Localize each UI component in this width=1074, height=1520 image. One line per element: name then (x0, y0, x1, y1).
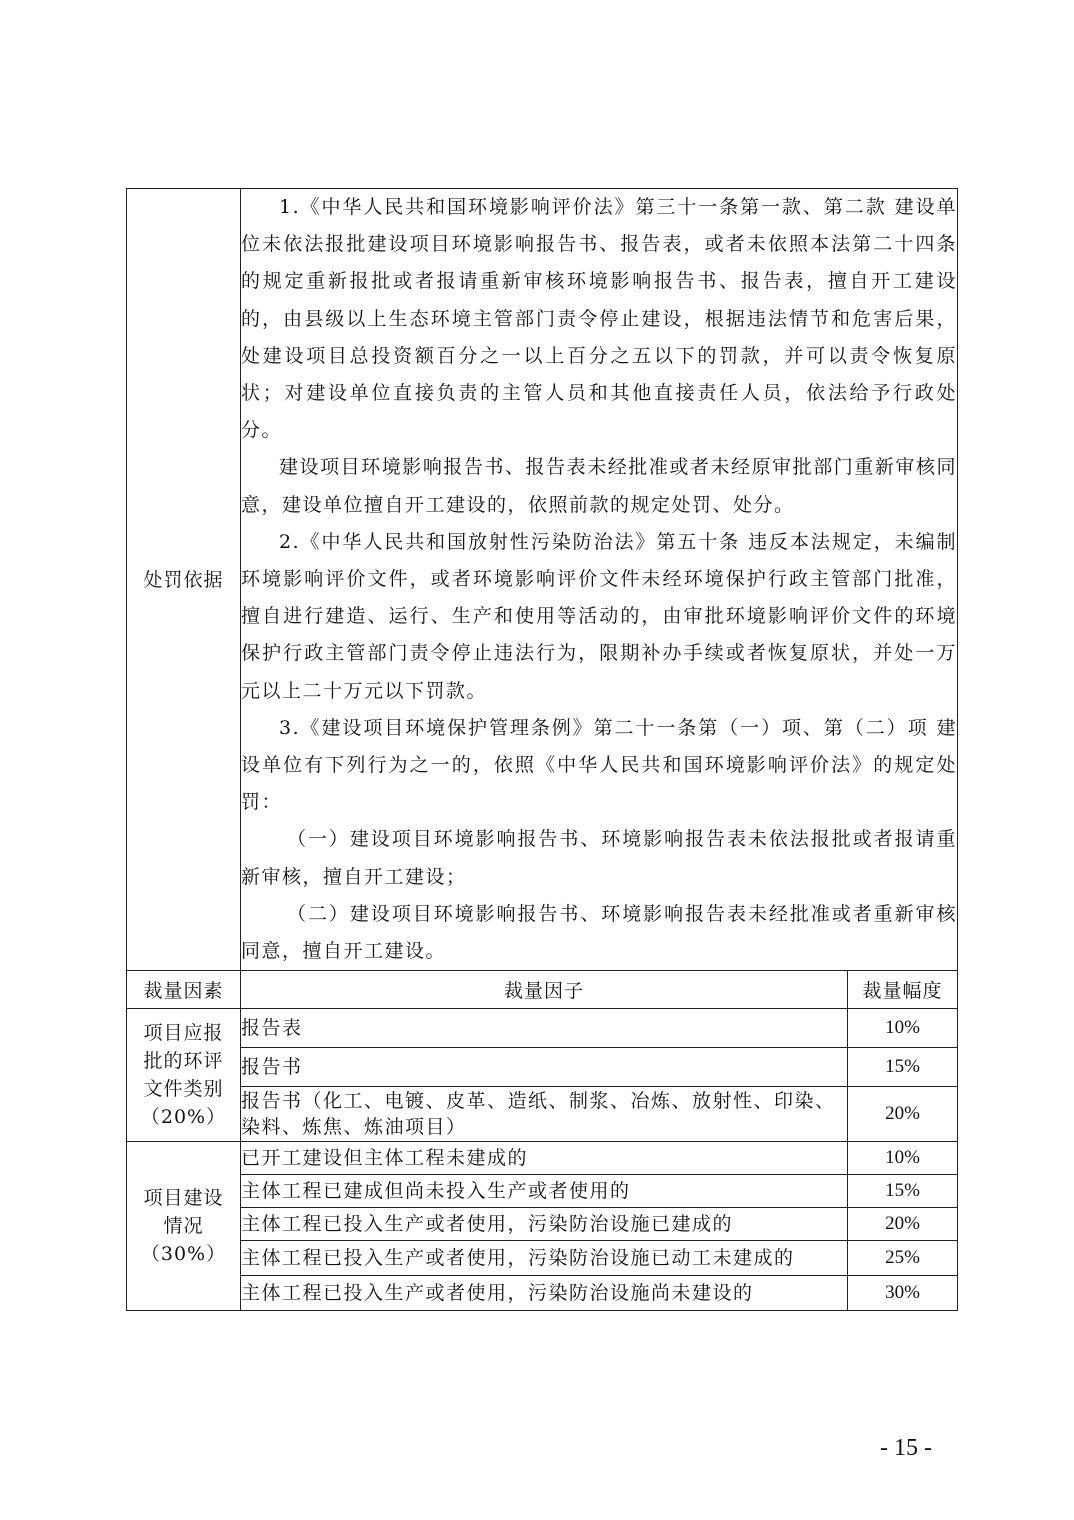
factor-cell: 主体工程已投入生产或者使用，污染防治设施已建成的 (241, 1208, 848, 1241)
range-cell: 10% (848, 1142, 958, 1175)
table-row (127, 1241, 958, 1276)
basis-paragraph: 1.《中华人民共和国环境影响评价法》第三十一条第一款、第二款 建设单位未依法报批建设项目环境影响报告书、报告表，或者未依照本法第二十四条的规定重新报批或者报请重新审核环境影响报告书、报告表，擅自开工建设的，由县级以上生态环境主管部门责令停止建设，根据违法情节和危害后果，处建设项目总投资额百分之一以上百分之五以下的罚款，并可以责令恢复原状；对建设单位直接负责的主管人员和其他直接责任人员，依法给予行政处分。 (241, 196, 957, 442)
group1-label-line: （20%） (140, 1106, 227, 1129)
group1-label-line: 文件类别 (143, 1078, 224, 1101)
factor-cell: 报告书（化工、电镀、皮革、造纸、制浆、冶炼、放射性、印染、染料、炼焦、炼油项目） (241, 1087, 848, 1142)
basis-paragraph: 3.《建设项目环境保护管理条例》第二十一条第（一）项、第（二）项 建设单位有下列行为之一的，依照《中华人民共和国环境影响评价法》的规定处罚： (241, 716, 957, 814)
basis-paragraph: 2.《中华人民共和国放射性污染防治法》第五十条 违反本法规定，未编制环境影响评价文件，或者环境影响评价文件未经环境保护行政主管部门批准，擅自进行建造、运行、生产和使用等活动的，由审批环境影响评价文件的环境保护行政主管部门责令停止违法行为，限期补办手续或者恢复原状，并处一万元以上二十万元以下罚款。 (241, 530, 957, 702)
range-cell: 25% (848, 1241, 958, 1276)
group2-label-line: 项目建设 (143, 1187, 224, 1210)
range-cell: 20% (848, 1087, 958, 1142)
basis-content (241, 189, 958, 971)
range-cell: 15% (848, 1048, 958, 1087)
factor-cell: 主体工程已投入生产或者使用，污染防治设施已动工未建成的 (241, 1241, 848, 1276)
page-number: - 15 - (880, 1435, 932, 1461)
basis-label: 处罚依据 (127, 189, 241, 971)
penalty-table (126, 188, 958, 1311)
header-factor: 裁量因子 (241, 971, 848, 1009)
group1-label (127, 1009, 241, 1142)
basis-paragraph: 建设项目环境影响报告书、报告表未经批准或者未经原审批部门重新审核同意，建设单位擅自开工建设的，依照前款的规定处罚、处分。 (241, 456, 957, 516)
group1-label-line: 批的环评 (143, 1050, 224, 1073)
factor-cell: 主体工程已建成但尚未投入生产或者使用的 (241, 1175, 848, 1208)
header-factor-category: 裁量因素 (127, 971, 241, 1009)
table-row (127, 1009, 958, 1048)
table-row (127, 1142, 958, 1175)
factor-cell: 报告书 (241, 1048, 848, 1087)
factor-cell: 主体工程已投入生产或者使用，污染防治设施尚未建设的 (241, 1276, 848, 1311)
table-row (127, 1048, 958, 1087)
group2-label-line: 情况 (163, 1215, 204, 1238)
factor-cell: 已开工建设但主体工程未建成的 (241, 1142, 848, 1175)
table-row (127, 1208, 958, 1241)
range-cell: 30% (848, 1276, 958, 1311)
group2-label (127, 1142, 241, 1311)
group1-label-line: 项目应报 (143, 1022, 224, 1045)
basis-row (127, 189, 958, 971)
range-cell: 10% (848, 1009, 958, 1048)
factor-cell: 报告表 (241, 1009, 848, 1048)
table-row (127, 1276, 958, 1311)
group2-label-line: （30%） (140, 1243, 227, 1266)
range-cell: 15% (848, 1175, 958, 1208)
table-row (127, 1175, 958, 1208)
header-range: 裁量幅度 (848, 971, 958, 1009)
table-row (127, 1087, 958, 1142)
header-row (127, 971, 958, 1009)
basis-paragraph: （一）建设项目环境影响报告书、环境影响报告表未依法报批或者报请重新审核，擅自开工建设； (241, 828, 957, 888)
range-cell: 20% (848, 1208, 958, 1241)
basis-paragraph: （二）建设项目环境影响报告书、环境影响报告表未经批准或者重新审核同意，擅自开工建设。 (241, 902, 957, 963)
